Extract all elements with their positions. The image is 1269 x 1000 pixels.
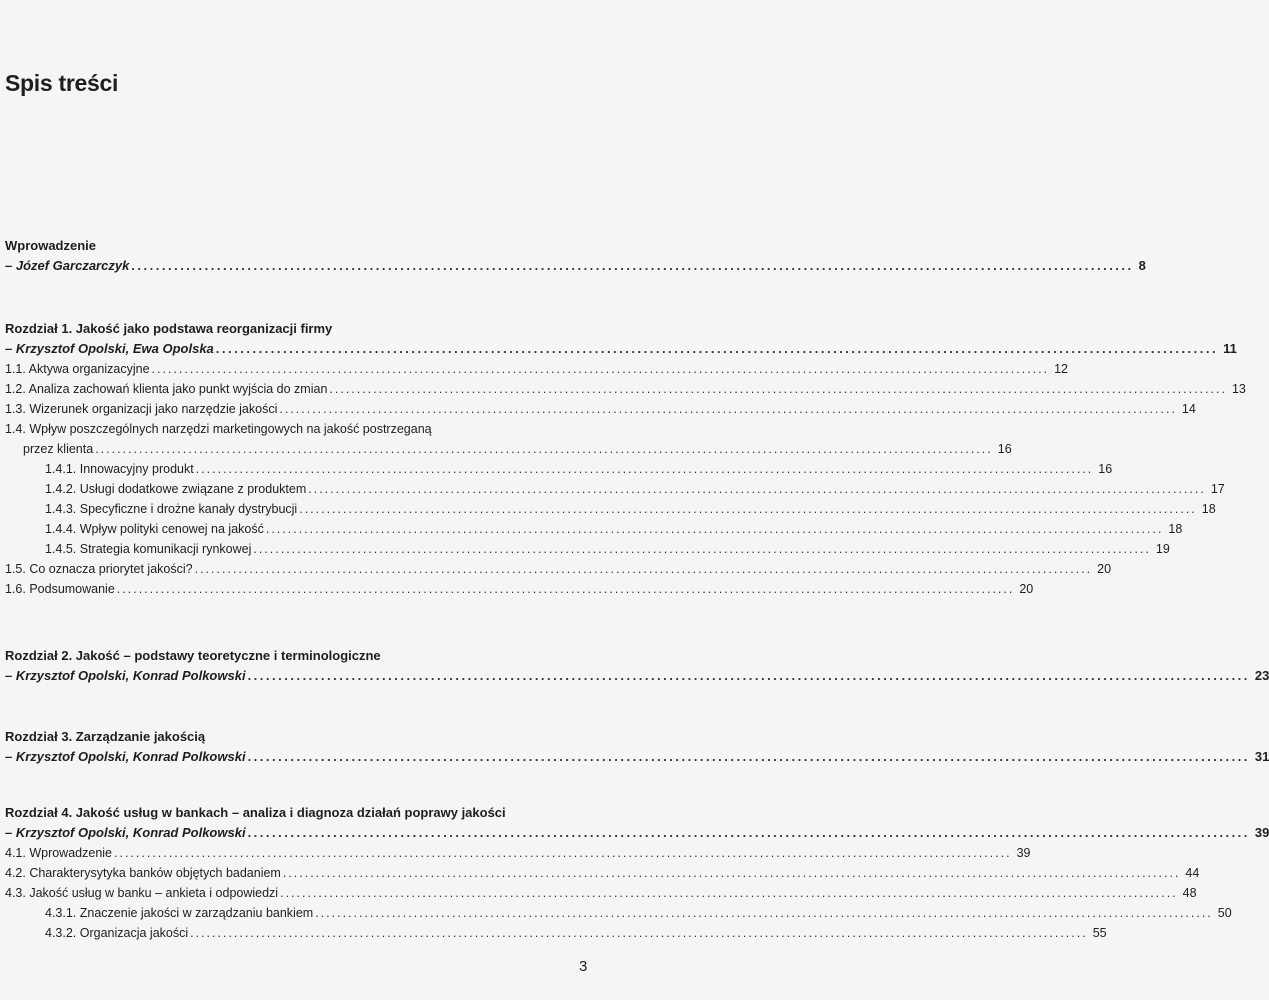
chapter-3-author-row xyxy=(5,747,1269,767)
dot-leader: .................................................................................................................................................................... xyxy=(247,825,1250,840)
dot-leader: .................................................................................................................................................................... xyxy=(265,522,1164,536)
dot-leader: .................................................................................................................................................................... xyxy=(247,668,1250,683)
chapter-1-heading: Rozdział 1. Jakość jako podstawa reorganizacji firmy xyxy=(5,321,333,336)
toc-entry-text: 1.6. Podsumowanie xyxy=(5,582,115,596)
toc-entry xyxy=(5,379,1246,399)
dot-leader: .................................................................................................................................................................... xyxy=(279,402,1177,416)
intro-author-row xyxy=(5,256,1146,276)
toc-chapter-2 xyxy=(5,646,1269,686)
toc-entry-page: 13 xyxy=(1231,382,1246,396)
toc-chapter-1 xyxy=(5,319,1246,599)
page-number: 3 xyxy=(579,958,588,975)
toc-entry xyxy=(5,843,1031,863)
dot-leader: .................................................................................................................................................................... xyxy=(114,846,1012,860)
chapter-3-page: 31 xyxy=(1254,749,1269,764)
toc-entry xyxy=(5,903,1232,923)
dot-leader: .................................................................................................................................................................... xyxy=(280,886,1178,900)
toc-entry xyxy=(5,883,1197,903)
dot-leader: .................................................................................................................................................................... xyxy=(308,482,1206,496)
toc-entry xyxy=(5,863,1200,883)
toc-entry-page: 44 xyxy=(1185,866,1200,880)
toc-entry-page: 14 xyxy=(1181,402,1196,416)
dot-leader: .................................................................................................................................................................... xyxy=(247,749,1250,764)
chapter-3-author: – Krzysztof Opolski, Konrad Polkowski xyxy=(5,749,246,764)
toc-entry xyxy=(5,479,1225,499)
toc-entry-text: 1.4.2. Usługi dodatkowe związane z produktem xyxy=(45,482,307,496)
toc-entry xyxy=(5,359,1068,379)
dot-leader: .................................................................................................................................................................... xyxy=(299,502,1197,516)
chapter-2-author-row xyxy=(5,666,1269,686)
toc-entry-text: 1.4.3. Specyficzne i drożne kanały dystrybucji xyxy=(45,502,298,516)
dot-leader: .................................................................................................................................................................... xyxy=(253,542,1151,556)
chapter-4-author-row xyxy=(5,823,1269,843)
toc-entry-page: 18 xyxy=(1201,502,1216,516)
toc-chapter-4 xyxy=(5,803,1269,943)
dot-leader: .................................................................................................................................................................... xyxy=(315,906,1213,920)
intro-heading: Wprowadzenie xyxy=(5,238,97,253)
toc-entry xyxy=(5,399,1196,419)
toc-entry-text: 1.1. Aktywa organizacyjne xyxy=(5,362,150,376)
toc-entry xyxy=(5,499,1216,519)
chapter-1-page: 11 xyxy=(1223,341,1237,356)
toc-entry-text: 4.2. Charakterysytyka banków objętych badaniem xyxy=(5,866,281,880)
toc-entry-page: 39 xyxy=(1016,846,1031,860)
dot-leader: .................................................................................................................................................................... xyxy=(194,562,1093,576)
chapter-4-author: – Krzysztof Opolski, Konrad Polkowski xyxy=(5,825,246,840)
toc-entry-page: 17 xyxy=(1210,482,1225,496)
dot-leader: .................................................................................................................................................................... xyxy=(131,258,1134,273)
toc-entry xyxy=(5,539,1170,559)
intro-page: 8 xyxy=(1138,258,1146,273)
dot-leader: .................................................................................................................................................................... xyxy=(329,382,1227,396)
toc-entry-text: 1.3. Wizerunek organizacji jako narzędzie jakości xyxy=(5,402,278,416)
toc-entry xyxy=(5,419,545,439)
chapter-2-heading: Rozdział 2. Jakość – podstawy teoretyczne i terminologiczne xyxy=(5,648,381,663)
chapter-4-page: 39 xyxy=(1254,825,1269,840)
intro-author: – Józef Garczarczyk xyxy=(5,258,130,273)
toc-entry-text: 1.4.4. Wpływ polityki cenowej na jakość xyxy=(45,522,264,536)
dot-leader: .................................................................................................................................................................... xyxy=(190,926,1088,940)
toc-entry-page: 50 xyxy=(1217,906,1232,920)
toc-entry-text: 1.4. Wpływ poszczególnych narzędzi marketingowych na jakość postrzeganą xyxy=(5,422,432,436)
toc-entry-page: 55 xyxy=(1092,926,1107,940)
dot-leader: .................................................................................................................................................................... xyxy=(195,462,1094,476)
dot-leader: .................................................................................................................................................................... xyxy=(151,362,1050,376)
toc-entry-page: 48 xyxy=(1182,886,1197,900)
toc-entry-continuation xyxy=(5,439,1012,459)
toc-entry xyxy=(5,519,1183,539)
toc-entry-text: 1.4.1. Innowacyjny produkt xyxy=(45,462,194,476)
toc-entry-page: 20 xyxy=(1097,562,1112,576)
toc-entry-page: 12 xyxy=(1054,362,1068,376)
toc-entry-text: 4.3. Jakość usług w banku – ankieta i odpowiedzi xyxy=(5,886,279,900)
toc-entry xyxy=(5,923,1107,943)
toc-chapter-3 xyxy=(5,727,1269,767)
dot-leader: .................................................................................................................................................................... xyxy=(282,866,1181,880)
toc-entry-text: 1.5. Co oznacza priorytet jakości? xyxy=(5,562,193,576)
chapter-1-author: – Krzysztof Opolski, Ewa Opolska xyxy=(5,341,214,356)
toc-entry-page: 19 xyxy=(1155,542,1170,556)
dot-leader: .................................................................................................................................................................... xyxy=(116,582,1015,596)
toc-entry-page: 18 xyxy=(1168,522,1183,536)
toc-entry xyxy=(5,559,1112,579)
chapter-2-page: 23 xyxy=(1254,668,1269,683)
toc-entry-text: 1.2. Analiza zachowań klienta jako punkt wyjścia do zmian xyxy=(5,382,328,396)
toc-entry-page: 20 xyxy=(1019,582,1034,596)
toc-entry-page: 16 xyxy=(997,442,1012,456)
chapter-1-author-row xyxy=(5,339,1237,359)
toc-entry-page: 16 xyxy=(1098,462,1113,476)
dot-leader: .................................................................................................................................................................... xyxy=(215,341,1219,356)
chapter-4-heading: Rozdział 4. Jakość usług w bankach – analiza i diagnoza działań poprawy jakości xyxy=(5,805,506,820)
toc-entry xyxy=(5,579,1034,599)
page-title: Spis treści xyxy=(5,70,119,96)
toc-entry-text: 4.1. Wprowadzenie xyxy=(5,846,113,860)
toc-entry-text: przez klienta xyxy=(23,442,94,456)
chapter-2-author: – Krzysztof Opolski, Konrad Polkowski xyxy=(5,668,246,683)
toc-intro xyxy=(5,236,1146,276)
toc-entry-text: 4.3.2. Organizacja jakości xyxy=(45,926,189,940)
toc-entry-text: 4.3.1. Znaczenie jakości w zarządzaniu bankiem xyxy=(45,906,314,920)
toc-entry-text: 1.4.5. Strategia komunikacji rynkowej xyxy=(45,542,252,556)
dot-leader: .................................................................................................................................................................... xyxy=(95,442,993,456)
chapter-3-heading: Rozdział 3. Zarządzanie jakością xyxy=(5,729,206,744)
toc-entry xyxy=(5,459,1113,479)
